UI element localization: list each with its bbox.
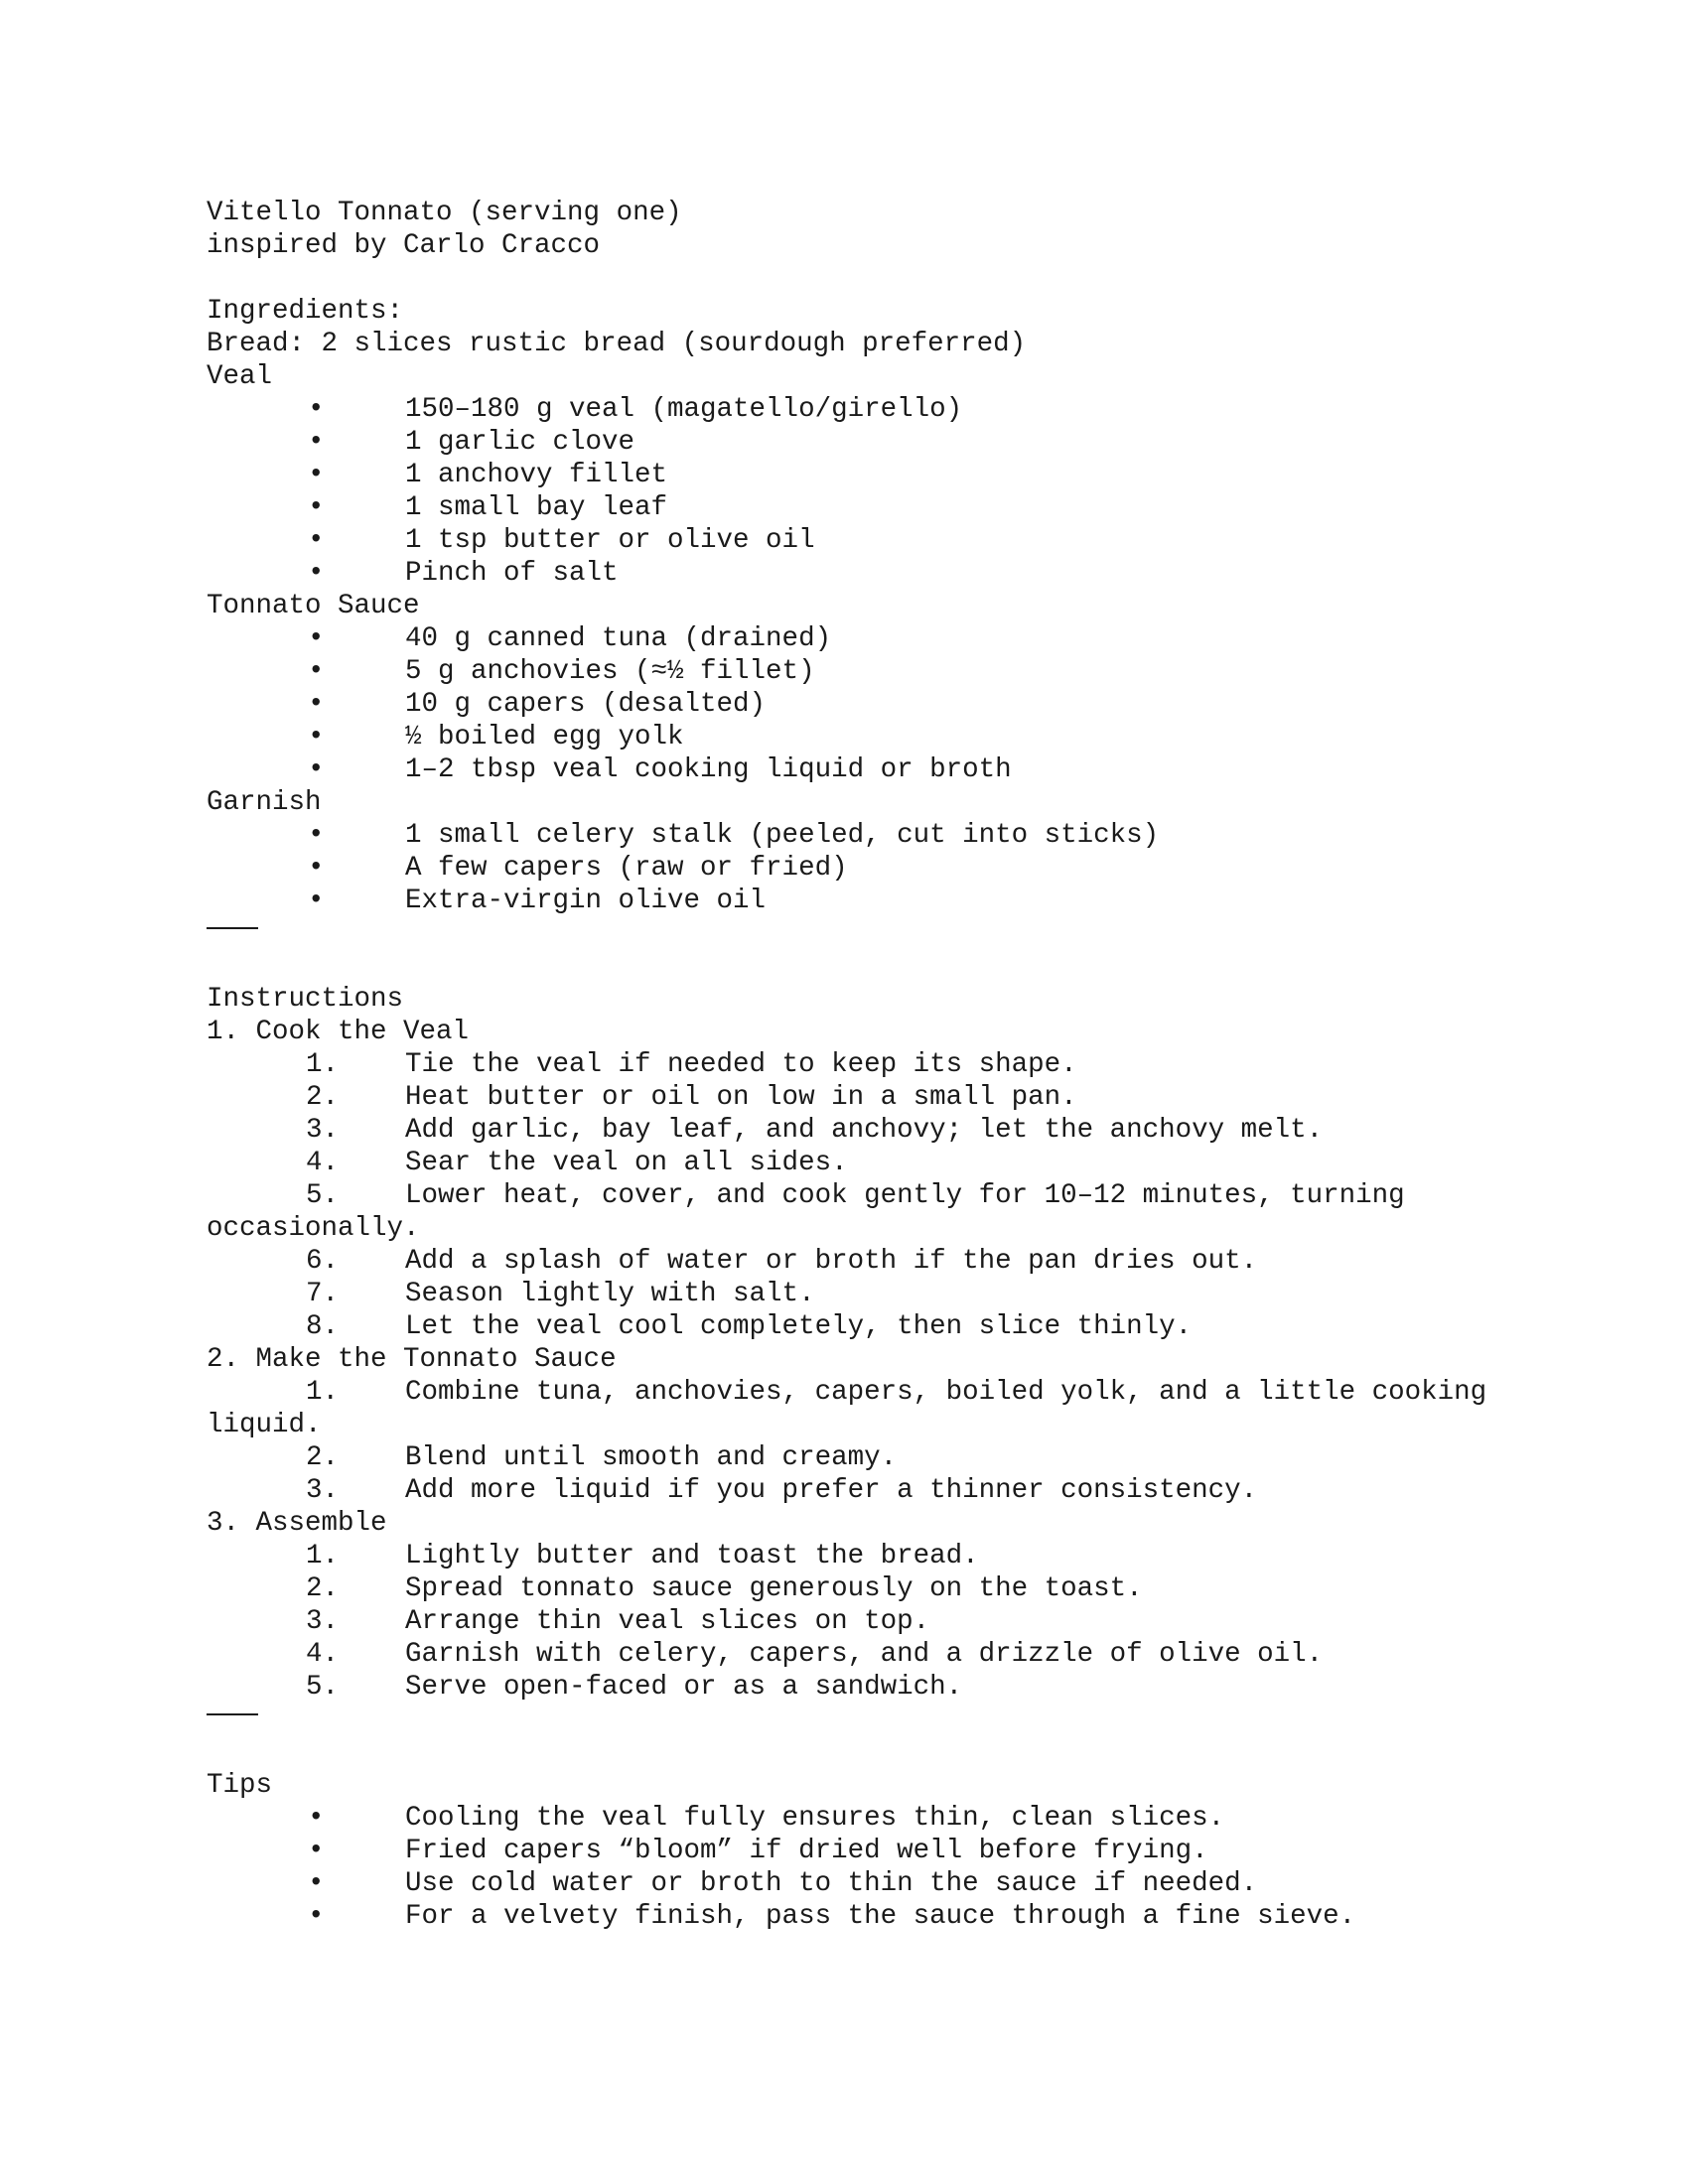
tips-list	[207, 1802, 1509, 1933]
bullet-icon: •	[308, 394, 325, 425]
step-number: 7.	[306, 1279, 340, 1309]
step-number: 1.	[306, 1049, 340, 1080]
bullet-icon: •	[308, 1901, 325, 1932]
list-item	[207, 1835, 1509, 1867]
step-text: Add a splash of water or broth if the pan dries out.	[405, 1246, 1258, 1277]
bullet-icon: •	[308, 525, 325, 556]
step-item	[207, 1572, 1509, 1605]
bullet-icon: •	[308, 558, 325, 589]
bullet-icon: •	[308, 886, 325, 916]
step-text: Spread tonnato sauce generously on the toast.	[405, 1573, 1143, 1604]
step-item	[207, 1540, 1509, 1572]
step-number: 3.	[306, 1606, 340, 1637]
step-number: 2.	[306, 1082, 340, 1113]
list-item-text: 40 g canned tuna (drained)	[405, 623, 832, 654]
list-item-text: 5 g anchovies (≈½ fillet)	[405, 656, 815, 687]
step-number: 2.	[306, 1573, 340, 1604]
step-text: Lightly butter and toast the bread.	[405, 1541, 979, 1571]
sauce-ingredient-list	[207, 622, 1509, 786]
list-item-text: 150–180 g veal (magatello/girello)	[405, 394, 963, 425]
list-item-text: 1 tsp butter or olive oil	[405, 525, 815, 556]
list-item-text: Pinch of salt	[405, 558, 619, 589]
step-number: 1.	[306, 1377, 340, 1408]
recipe-title: Vitello Tonnato (serving one)	[207, 198, 682, 228]
list-item	[207, 557, 1509, 590]
step-item	[207, 1147, 1509, 1179]
bullet-icon: •	[308, 427, 325, 458]
list-item	[207, 622, 1509, 655]
instructions-heading: Instructions	[207, 984, 404, 1015]
step-text: Combine tuna, anchovies, capers, boiled yolk, and a little cooking liquid.	[207, 1377, 1487, 1440]
instruction-section-heading: 1. Cook the Veal	[207, 1017, 470, 1047]
step-text: Let the veal cool completely, then slice thinly.	[405, 1311, 1193, 1342]
garnish-ingredient-list	[207, 819, 1509, 917]
step-item	[207, 1245, 1509, 1278]
list-item	[207, 688, 1509, 721]
step-text: Sear the veal on all sides.	[405, 1148, 848, 1178]
step-item	[207, 1278, 1509, 1310]
step-number: 3.	[306, 1475, 340, 1506]
bullet-icon: •	[308, 689, 325, 720]
bullet-icon: •	[308, 1803, 325, 1834]
spacer	[207, 1736, 1509, 1769]
step-text: Heat butter or oil on low in a small pan.	[405, 1082, 1077, 1113]
list-item	[207, 426, 1509, 459]
step-text: Add more liquid if you prefer a thinner consistency.	[405, 1475, 1258, 1506]
step-item	[207, 1441, 1509, 1474]
step-item	[207, 1474, 1509, 1507]
list-item-text: A few capers (raw or fried)	[405, 853, 848, 884]
step-item	[207, 1048, 1509, 1081]
step-item	[207, 1376, 1509, 1441]
list-item	[207, 721, 1509, 753]
section-divider	[207, 917, 1509, 950]
list-item	[207, 885, 1509, 917]
step-text: Blend until smooth and creamy.	[405, 1442, 898, 1473]
bullet-icon: •	[308, 623, 325, 654]
bullet-icon: •	[308, 492, 325, 523]
step-text: Garnish with celery, capers, and a drizzle of olive oil.	[405, 1639, 1324, 1670]
step-text: Season lightly with salt.	[405, 1279, 815, 1309]
list-item-text: Extra-virgin olive oil	[405, 886, 767, 916]
step-text: Serve open-faced or as a sandwich.	[405, 1672, 963, 1703]
list-item	[207, 1802, 1509, 1835]
step-number: 4.	[306, 1639, 340, 1670]
step-item	[207, 1310, 1509, 1343]
list-item-text: 1 anchovy fillet	[405, 460, 668, 490]
step-number: 4.	[306, 1148, 340, 1178]
instruction-section-heading: 3. Assemble	[207, 1508, 387, 1539]
sauce-heading: Tonnato Sauce	[207, 591, 420, 621]
bullet-icon: •	[308, 754, 325, 785]
bread-line: Bread: 2 slices rustic bread (sourdough preferred)	[207, 329, 1027, 359]
bullet-icon: •	[308, 722, 325, 752]
step-text: Tie the veal if needed to keep its shape.	[405, 1049, 1077, 1080]
step-item	[207, 1179, 1509, 1245]
list-item	[207, 459, 1509, 491]
list-item	[207, 655, 1509, 688]
step-item	[207, 1671, 1509, 1704]
step-text: Lower heat, cover, and cook gently for 10–12 minutes, turning occasionally.	[207, 1180, 1405, 1244]
list-item-text: 1 small bay leaf	[405, 492, 668, 523]
tips-heading: Tips	[207, 1770, 273, 1801]
spacer	[207, 950, 1509, 983]
list-item	[207, 1867, 1509, 1900]
list-item-text: 10 g capers (desalted)	[405, 689, 767, 720]
list-item-text: ½ boiled egg yolk	[405, 722, 684, 752]
list-item-text: Use cold water or broth to thin the sauce if needed.	[405, 1868, 1258, 1899]
bullet-icon: •	[308, 656, 325, 687]
list-item	[207, 852, 1509, 885]
list-item	[207, 753, 1509, 786]
list-item-text: Cooling the veal fully ensures thin, clean slices.	[405, 1803, 1225, 1834]
step-item	[207, 1638, 1509, 1671]
step-text: Add garlic, bay leaf, and anchovy; let the anchovy melt.	[405, 1115, 1324, 1146]
step-number: 2.	[306, 1442, 340, 1473]
instruction-section-heading: 2. Make the Tonnato Sauce	[207, 1344, 617, 1375]
spacer	[207, 262, 1509, 295]
step-item	[207, 1114, 1509, 1147]
recipe-subtitle: inspired by Carlo Cracco	[207, 230, 601, 261]
list-item	[207, 1900, 1509, 1933]
list-item-text: 1 garlic clove	[405, 427, 635, 458]
list-item	[207, 491, 1509, 524]
step-item	[207, 1605, 1509, 1638]
step-number: 1.	[306, 1541, 340, 1571]
bullet-icon: •	[308, 820, 325, 851]
bullet-icon: •	[308, 460, 325, 490]
list-item-text: For a velvety finish, pass the sauce through a fine sieve.	[405, 1901, 1356, 1932]
veal-heading: Veal	[207, 361, 273, 392]
step-number: 5.	[306, 1672, 340, 1703]
bullet-icon: •	[308, 853, 325, 884]
bullet-icon: •	[308, 1836, 325, 1866]
ingredients-heading: Ingredients:	[207, 296, 404, 327]
step-number: 5.	[306, 1180, 340, 1211]
list-item-text: 1–2 tbsp veal cooking liquid or broth	[405, 754, 1012, 785]
step-number: 3.	[306, 1115, 340, 1146]
list-item	[207, 819, 1509, 852]
garnish-heading: Garnish	[207, 787, 322, 818]
step-number: 6.	[306, 1246, 340, 1277]
list-item	[207, 393, 1509, 426]
list-item-text: 1 small celery stalk (peeled, cut into sticks)	[405, 820, 1160, 851]
instructions-sections	[207, 1016, 1509, 1704]
list-item-text: Fried capers “bloom” if dried well before frying.	[405, 1836, 1208, 1866]
step-item	[207, 1081, 1509, 1114]
step-text: Arrange thin veal slices on top.	[405, 1606, 930, 1637]
bullet-icon: •	[308, 1868, 325, 1899]
list-item	[207, 524, 1509, 557]
veal-ingredient-list	[207, 393, 1509, 590]
step-number: 8.	[306, 1311, 340, 1342]
section-divider	[207, 1704, 1509, 1736]
